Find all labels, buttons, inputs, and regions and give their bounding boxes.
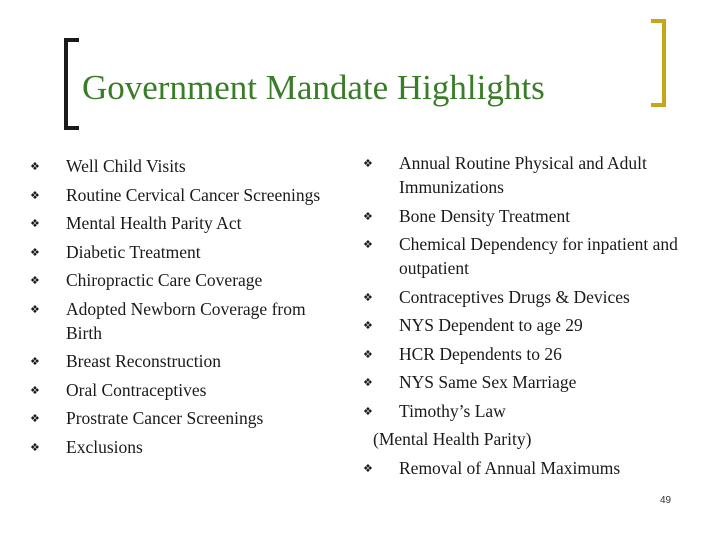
diamond-bullet-icon: ❖ (363, 157, 373, 170)
list-item (363, 151, 703, 199)
list-item (363, 370, 703, 394)
diamond-bullet-icon: ❖ (30, 160, 40, 173)
list-item (363, 313, 703, 337)
list-item (363, 204, 703, 228)
diamond-bullet-icon: ❖ (363, 347, 373, 361)
diamond-bullet-icon: ❖ (363, 209, 373, 223)
list-item (30, 268, 330, 292)
list-item-text: Diabetic Treatment (66, 241, 201, 262)
list-item (30, 349, 330, 373)
diamond-bullet-icon: ❖ (30, 188, 40, 202)
list-item-text: Oral Contraceptives (66, 379, 207, 400)
diamond-bullet-icon: ❖ (363, 376, 373, 389)
diamond-bullet-icon: ❖ (363, 319, 373, 332)
list-item (363, 285, 703, 309)
list-item-text: Bone Density Treatment (399, 205, 571, 226)
list-item-text: Timothy’s Law (399, 400, 506, 421)
list-item-text: Well Child Visits (66, 156, 186, 176)
list-item (363, 342, 703, 366)
diamond-bullet-icon: ❖ (30, 217, 40, 230)
list-item-text: Chiropractic Care Coverage (66, 270, 263, 290)
slide-title: Government Mandate Highlights (82, 68, 545, 107)
list-item-text: NYS Same Sex Marriage (399, 372, 577, 392)
list-item (363, 399, 703, 423)
diamond-bullet-icon: ❖ (30, 440, 40, 454)
list-item (30, 154, 330, 178)
list-item (30, 378, 330, 402)
diamond-bullet-icon: ❖ (363, 404, 373, 418)
right-bracket (651, 19, 666, 107)
left-bullet-list (30, 154, 330, 463)
right-bullet-list (363, 151, 703, 484)
list-item (363, 456, 703, 480)
list-note: (Mental Health Parity) (373, 429, 532, 449)
list-item-text: Annual Routine Physical and Adult Immunizations (399, 153, 647, 197)
list-item-text: Mental Health Parity Act (66, 213, 242, 233)
diamond-bullet-icon: ❖ (30, 355, 40, 368)
list-item-text: Contraceptives Drugs & Devices (399, 286, 630, 307)
list-item (30, 406, 330, 430)
list-item-text: Chemical Dependency for inpatient and outpatient (399, 234, 678, 278)
diamond-bullet-icon: ❖ (30, 412, 40, 425)
diamond-bullet-icon: ❖ (363, 238, 373, 251)
list-item (30, 297, 330, 345)
list-item (30, 240, 330, 264)
list-item (30, 183, 330, 207)
diamond-bullet-icon: ❖ (30, 274, 40, 287)
list-item-text: Adopted Newborn Coverage from Birth (66, 298, 306, 343)
page-number: 49 (660, 495, 672, 506)
diamond-bullet-icon: ❖ (30, 383, 40, 397)
list-item-text: Breast Reconstruction (66, 351, 222, 371)
list-item (30, 211, 330, 235)
list-item-text: NYS Dependent to age 29 (399, 315, 583, 335)
diamond-bullet-icon: ❖ (30, 245, 40, 259)
list-item-text: HCR Dependents to 26 (399, 343, 562, 364)
list-item (30, 435, 330, 459)
list-item (363, 232, 703, 280)
diamond-bullet-icon: ❖ (363, 290, 373, 304)
list-item-text: Prostrate Cancer Screenings (66, 408, 264, 428)
list-item-text: Exclusions (66, 436, 143, 457)
diamond-bullet-icon: ❖ (363, 461, 373, 475)
list-item-text: Removal of Annual Maximums (399, 457, 621, 478)
diamond-bullet-icon: ❖ (30, 302, 40, 316)
left-bracket (64, 38, 79, 130)
list-item-text: Routine Cervical Cancer Screenings (66, 184, 321, 205)
